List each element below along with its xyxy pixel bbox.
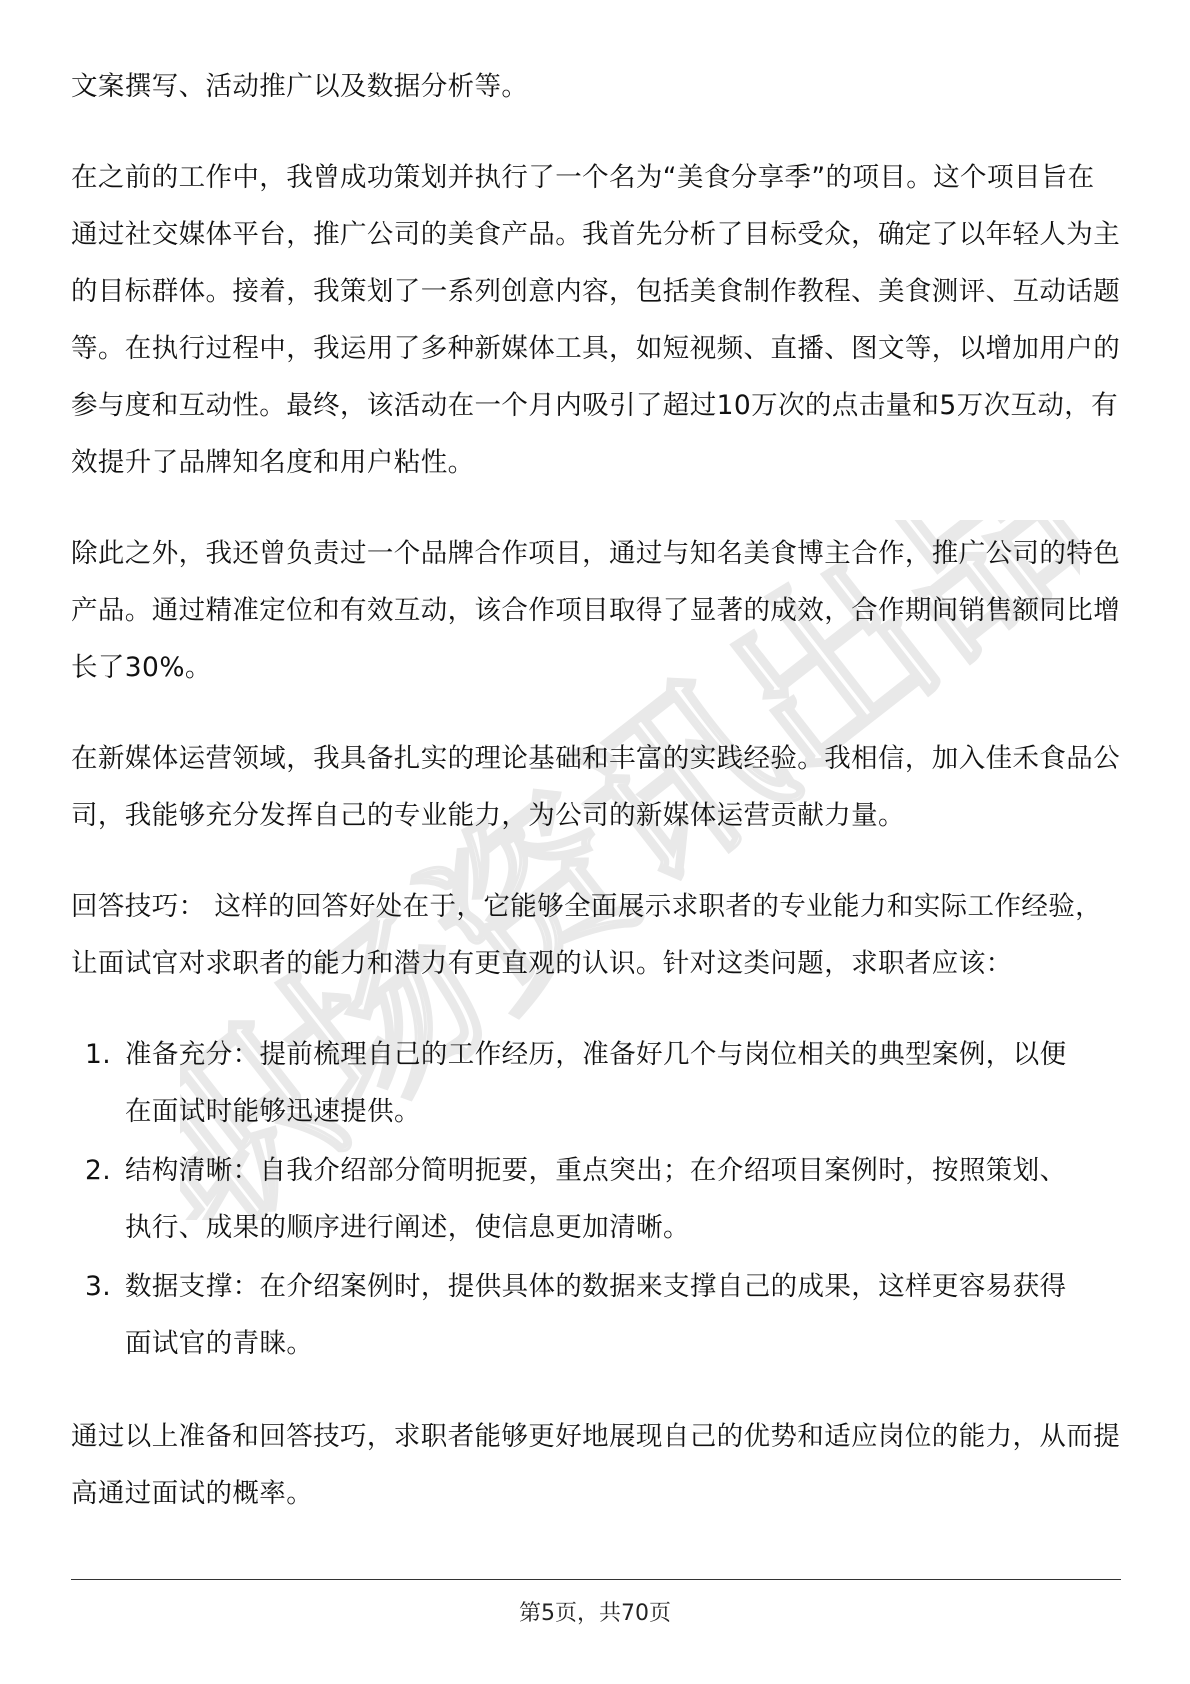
list-item-text: 结构清晰：自我介绍部分简明扼要，重点突出；在介绍项目案例时，按照策划、执行、成果的顺序进行阐述，使信息更加清晰。	[125, 1155, 1067, 1243]
list-item-number: 3.	[85, 1271, 112, 1302]
closing-paragraph: 通过以上准备和回答技巧，求职者能够更好地展现自己的优势和适应岗位的能力，从而提高通过面试的概率。	[71, 1421, 1121, 1509]
list-item-number: 2.	[85, 1155, 112, 1186]
paragraph-2: 在之前的工作中，我曾成功策划并执行了一个名为“美食分享季”的项目。这个项目旨在通过社交媒体平台，推广公司的美食产品。我首先分析了目标受众，确定了以年轻人为主的目标群体。接着，我策划了一系列创意内容，包括美食制作教程、美食测评、互动话题等。在执行过程中，我运用了多种新媒体工具，如短视频、直播、图文等，以增加用户的参与度和互动性。最终，该活动在一个月内吸引了超过10万次的点击量和5万次互动，有效提升了品牌知名度和用户粘性。	[71, 162, 1121, 478]
footer-divider	[71, 1579, 1121, 1580]
answer-tip-paragraph: 回答技巧： 这样的回答好处在于，它能够全面展示求职者的专业能力和实际工作经验，让面试官对求职者的能力和潜力有更直观的认识。针对这类问题，求职者应该：	[71, 891, 1103, 979]
paragraph-1: 文案撰写、活动推广以及数据分析等。	[71, 71, 529, 102]
document-body	[71, 58, 1121, 1522]
list-item	[71, 1026, 1121, 1140]
paragraph-3: 除此之外，我还曾负责过一个品牌合作项目，通过与知名美食博主合作，推广公司的特色产品。通过精准定位和有效互动，该合作项目取得了显著的成效，合作期间销售额同比增长了30%。	[71, 538, 1121, 683]
list-item-text: 数据支撑：在介绍案例时，提供具体的数据来支撑自己的成果，这样更容易获得面试官的青睐。	[125, 1271, 1067, 1359]
paragraph-4: 在新媒体运营领域，我具备扎实的理论基础和丰富的实践经验。我相信，加入佳禾食品公司，我能够充分发挥自己的专业能力，为公司的新媒体运营贡献力量。	[71, 743, 1121, 831]
list-item	[71, 1142, 1121, 1256]
list-item-text: 准备充分：提前梳理自己的工作经历，准备好几个与岗位相关的典型案例，以便在面试时能够迅速提供。	[125, 1039, 1067, 1127]
watermark-text: 职场资讯出品	[180, 520, 1080, 1220]
page-number: 第5页，共70页	[519, 1601, 671, 1626]
list-item-number: 1.	[85, 1039, 112, 1070]
list-item	[71, 1258, 1121, 1372]
tips-list	[71, 1026, 1121, 1372]
